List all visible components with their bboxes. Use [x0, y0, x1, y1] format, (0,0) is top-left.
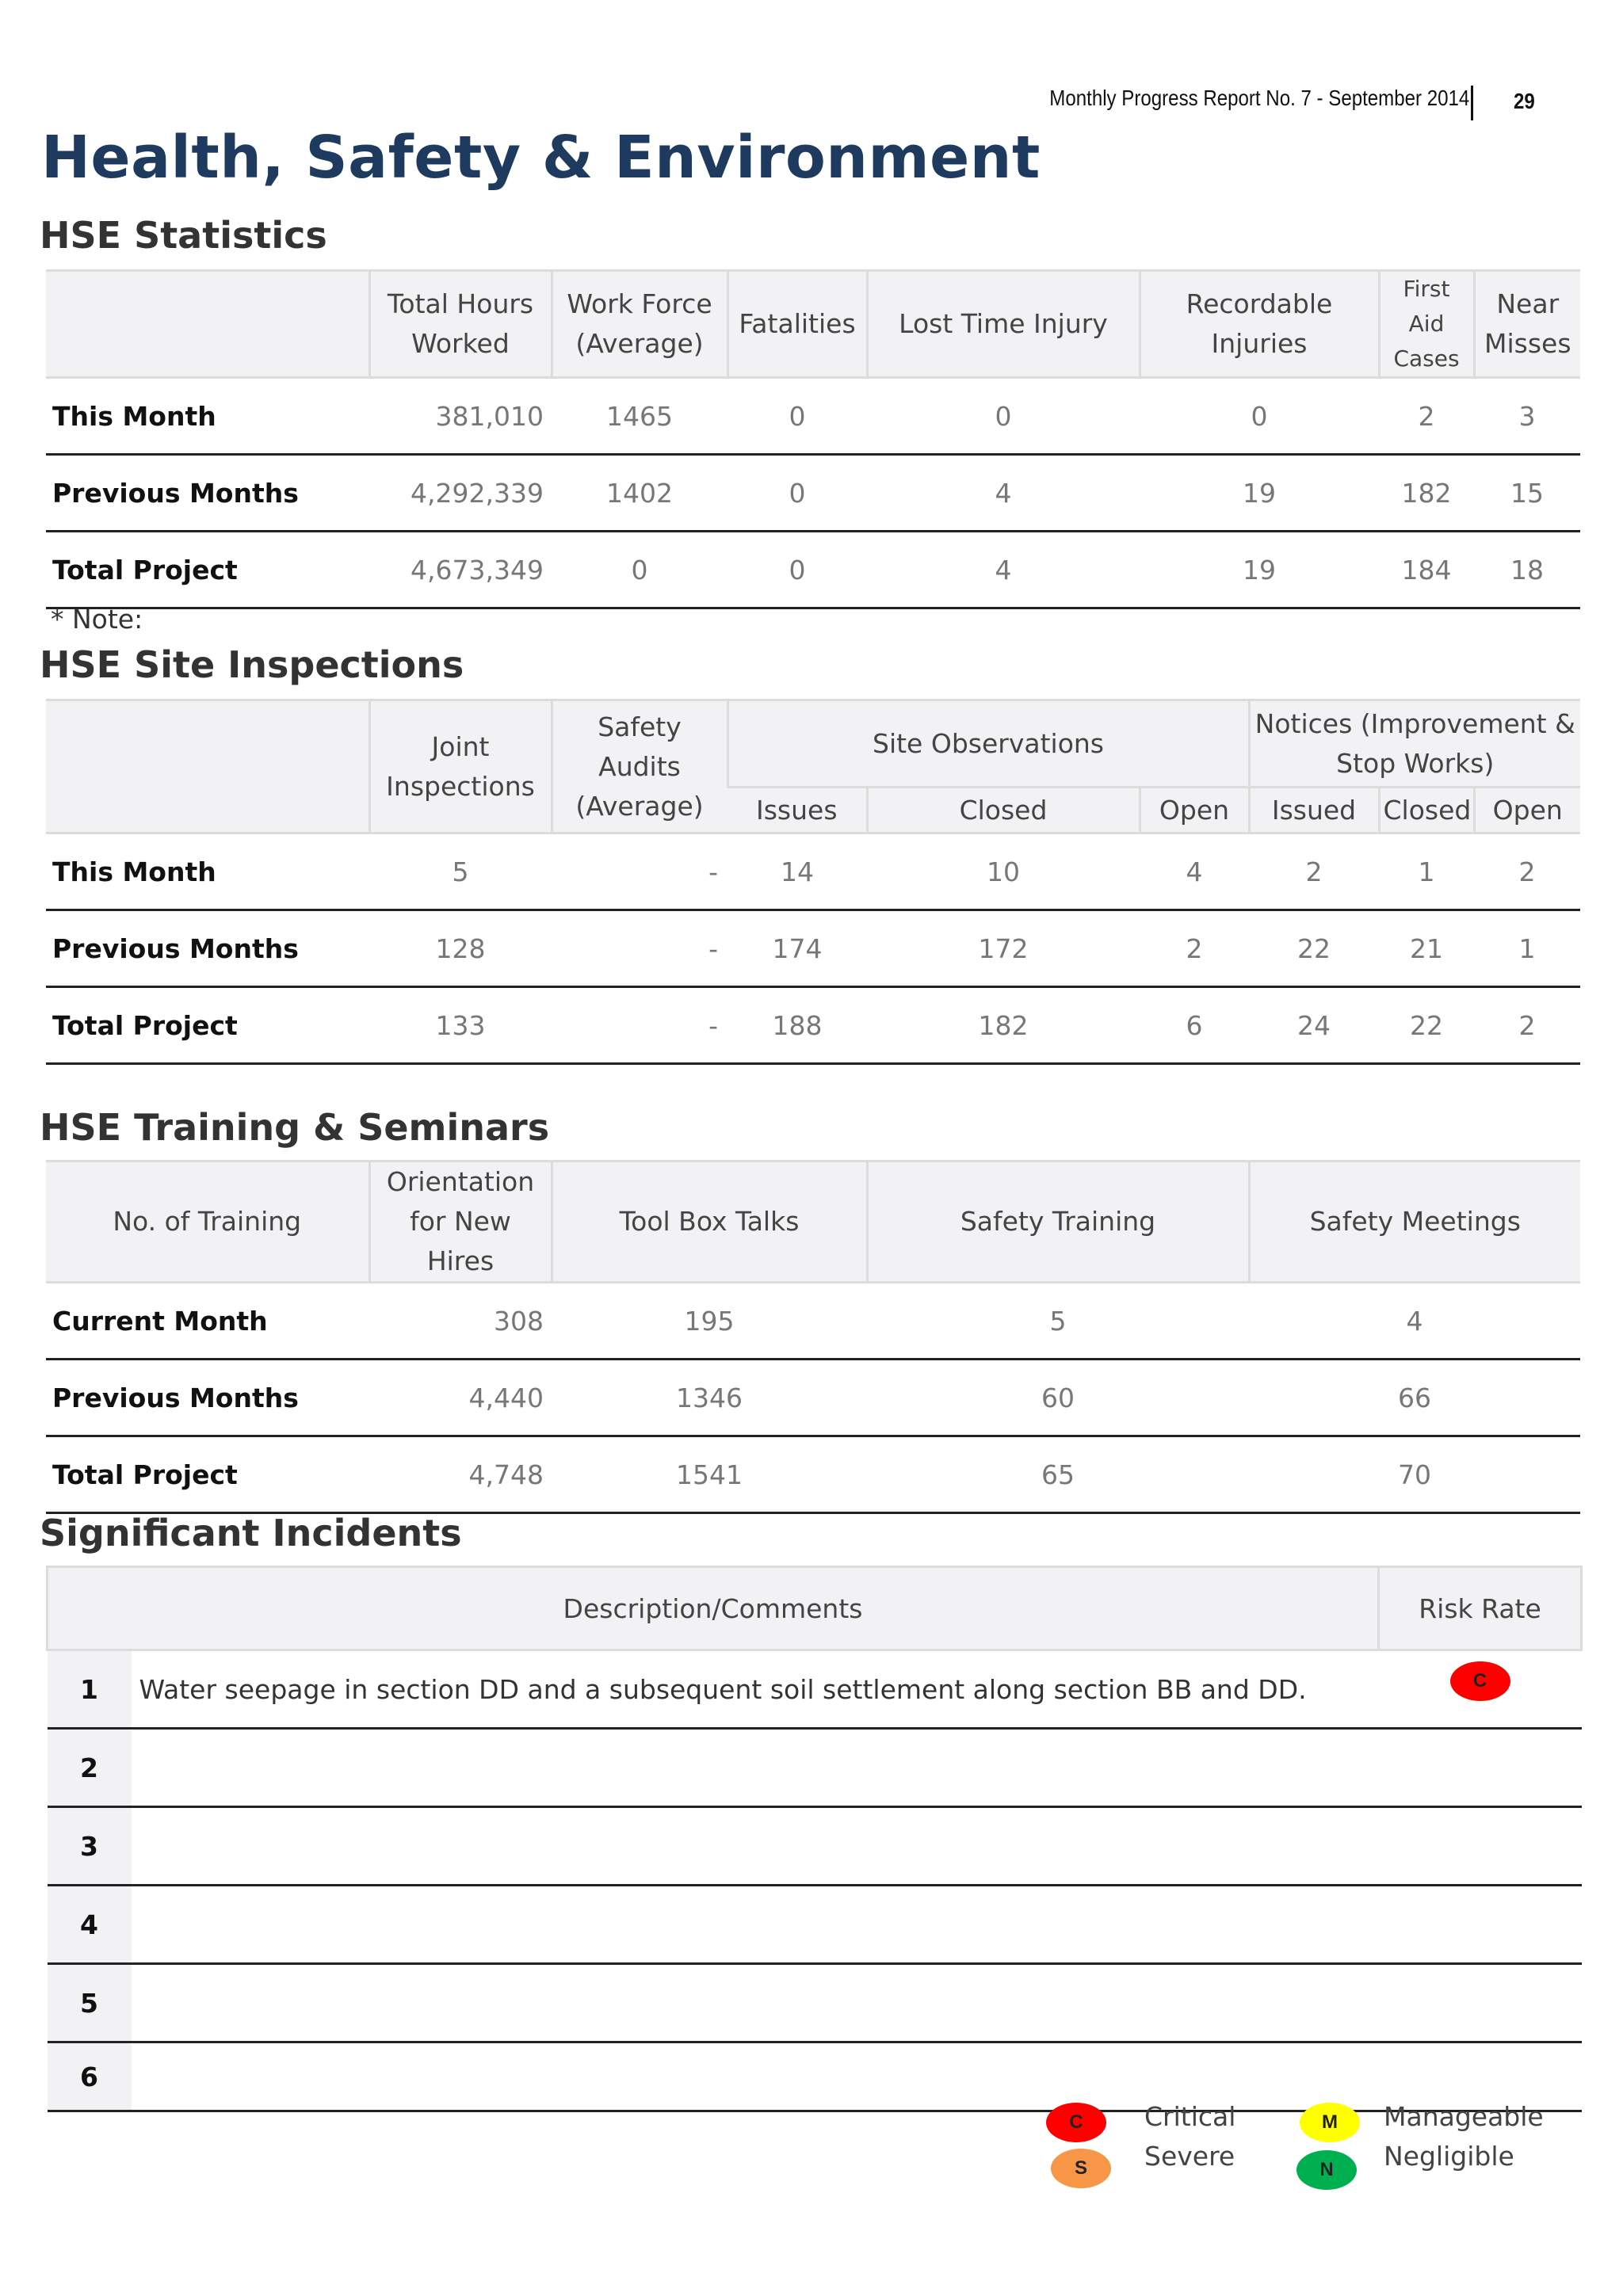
cell: 195 [552, 1283, 867, 1360]
cell: 308 [369, 1283, 552, 1360]
cell: 188 [727, 987, 867, 1064]
incident-risk [1379, 1650, 1582, 1729]
hse-site-inspections-table [46, 699, 1580, 1065]
hse-statistics-table [46, 269, 1580, 609]
incident-number: 3 [48, 1807, 132, 1886]
hse-training-table [46, 1160, 1580, 1514]
table-row [46, 1436, 1580, 1513]
cell: 22 [1379, 987, 1474, 1064]
row-label: Total Project [46, 532, 369, 608]
incident-description [132, 1807, 1379, 1886]
row-label: Previous Months [46, 455, 369, 532]
row-label: This Month [46, 378, 369, 455]
header-risk-rate: Risk Rate [1379, 1567, 1582, 1650]
cell: 1465 [552, 378, 727, 455]
incident-number: 4 [48, 1886, 132, 1964]
manageable-dot: M [1300, 2103, 1360, 2142]
header-description: Description/Comments [48, 1567, 1379, 1650]
incident-row [48, 1886, 1582, 1964]
header-lost-time-injury: Lost Time Injury [867, 271, 1140, 378]
cell: - [552, 987, 727, 1064]
cell: 1346 [552, 1360, 867, 1436]
subheader-issued: Issued [1249, 788, 1379, 833]
header-first-aid: First Aid Cases [1379, 271, 1474, 378]
cell: 2 [1474, 833, 1580, 910]
cell: 182 [867, 987, 1140, 1064]
cell: 14 [727, 833, 867, 910]
significant-incidents-table [46, 1566, 1583, 2112]
incident-row [48, 1729, 1582, 1807]
table-row [46, 532, 1580, 608]
header-site-observations: Site Observations [727, 700, 1249, 788]
cell: 4 [867, 532, 1140, 608]
cell: 1402 [552, 455, 727, 532]
cell: 4,673,349 [369, 532, 552, 608]
statistics-note: * Note: [51, 604, 143, 635]
incident-risk [1379, 1807, 1582, 1886]
incident-row [48, 1964, 1582, 2042]
subheader-open: Open [1140, 788, 1249, 833]
incident-number: 2 [48, 1729, 132, 1807]
row-label: Previous Months [46, 910, 369, 987]
incident-description: Water seepage in section DD and a subsequent soil settlement along section BB and DD. [132, 1650, 1379, 1729]
cell: 22 [1249, 910, 1379, 987]
header-recordable-injuries: Recordable Injuries [1140, 271, 1379, 378]
incident-description [132, 1886, 1379, 1964]
cell: 128 [369, 910, 552, 987]
cell: 19 [1140, 455, 1379, 532]
cell: 19 [1140, 532, 1379, 608]
subheader-issues: Issues [727, 788, 867, 833]
cell: 1541 [552, 1436, 867, 1513]
cell: 70 [1249, 1436, 1580, 1513]
table-header-row [46, 1161, 1580, 1283]
cell: 2 [1140, 910, 1249, 987]
header-work-force: Work Force (Average) [552, 271, 727, 378]
risk-critical-badge: C [1450, 1661, 1510, 1701]
hse-site-inspections-title: HSE Site Inspections [40, 643, 464, 686]
cell: 65 [867, 1436, 1249, 1513]
hse-statistics-title: HSE Statistics [40, 214, 327, 257]
cell: 2 [1474, 987, 1580, 1064]
cell: 1 [1379, 833, 1474, 910]
legend-manageable-label: Manageable [1384, 2101, 1544, 2132]
cell: 0 [867, 378, 1140, 455]
cell: 0 [552, 532, 727, 608]
table-row [46, 987, 1580, 1064]
incident-number: 6 [48, 2042, 132, 2111]
header-safety-audits: Safety Audits (Average) [552, 700, 727, 833]
cell: 60 [867, 1360, 1249, 1436]
cell: 0 [727, 532, 867, 608]
header-cell-empty [46, 700, 369, 833]
cell: 24 [1249, 987, 1379, 1064]
row-label: Previous Months [46, 1360, 369, 1436]
incident-number: 5 [48, 1964, 132, 2042]
table-header-row [46, 271, 1580, 378]
table-row [46, 833, 1580, 910]
legend-severe [1051, 2149, 1111, 2188]
report-header-title: Monthly Progress Report No. 7 - September 2014 [1048, 86, 1469, 110]
cell: 21 [1379, 910, 1474, 987]
cell: 381,010 [369, 378, 552, 455]
subheader-closed: Closed [1379, 788, 1474, 833]
incident-row [48, 2042, 1582, 2111]
incident-risk [1379, 1729, 1582, 1807]
significant-incidents-title: Significant Incidents [40, 1512, 462, 1554]
cell: 133 [369, 987, 552, 1064]
page-title: Health, Safety & Environment [41, 124, 1041, 192]
hse-training-title: HSE Training & Seminars [40, 1106, 550, 1149]
legend-critical [1046, 2103, 1106, 2142]
cell: 1 [1474, 910, 1580, 987]
incident-row [48, 1807, 1582, 1886]
cell: 2 [1379, 378, 1474, 455]
cell: 0 [727, 378, 867, 455]
header-divider [1471, 86, 1473, 120]
cell: 18 [1474, 532, 1580, 608]
cell: 4,440 [369, 1360, 552, 1436]
cell: 0 [727, 455, 867, 532]
header-tool-box-talks: Tool Box Talks [552, 1161, 867, 1283]
cell: 4,748 [369, 1436, 552, 1513]
table-row [46, 1283, 1580, 1360]
incident-row [48, 1650, 1582, 1729]
subheader-closed: Closed [867, 788, 1140, 833]
header-cell-empty [46, 271, 369, 378]
legend-negligible [1296, 2150, 1357, 2190]
cell: 10 [867, 833, 1140, 910]
cell: 0 [1140, 378, 1379, 455]
cell: 172 [867, 910, 1140, 987]
cell: 174 [727, 910, 867, 987]
table-header-row [46, 700, 1580, 788]
cell: 15 [1474, 455, 1580, 532]
incident-description [132, 1729, 1379, 1807]
table-row [46, 455, 1580, 532]
cell: 4 [1249, 1283, 1580, 1360]
cell: 3 [1474, 378, 1580, 455]
row-label: Total Project [46, 987, 369, 1064]
table-row [46, 378, 1580, 455]
legend-severe-label: Severe [1144, 2141, 1235, 2172]
header-orientation: Orientation for New Hires [369, 1161, 552, 1283]
cell: 2 [1249, 833, 1379, 910]
table-row [46, 1360, 1580, 1436]
legend-critical-label: Critical [1144, 2101, 1236, 2132]
cell: 5 [867, 1283, 1249, 1360]
cell: 66 [1249, 1360, 1580, 1436]
incident-description [132, 1964, 1379, 2042]
legend-manageable [1300, 2103, 1360, 2142]
cell: 4 [867, 455, 1140, 532]
header-no-of-training: No. of Training [46, 1161, 369, 1283]
cell: - [552, 833, 727, 910]
cell: 4,292,339 [369, 455, 552, 532]
header-total-hours: Total Hours Worked [369, 271, 552, 378]
incident-risk [1379, 1964, 1582, 2042]
header-safety-training: Safety Training [867, 1161, 1249, 1283]
row-label: Current Month [46, 1283, 369, 1360]
header-fatalities: Fatalities [727, 271, 867, 378]
incident-number: 1 [48, 1650, 132, 1729]
header-safety-meetings: Safety Meetings [1249, 1161, 1580, 1283]
cell: 5 [369, 833, 552, 910]
header-joint-inspections: Joint Inspections [369, 700, 552, 833]
table-header-row [48, 1567, 1582, 1650]
row-label: Total Project [46, 1436, 369, 1513]
page-number: 29 [1514, 89, 1535, 113]
cell: 184 [1379, 532, 1474, 608]
subheader-open: Open [1474, 788, 1580, 833]
cell: 6 [1140, 987, 1249, 1064]
header-notices: Notices (Improvement & Stop Works) [1249, 700, 1580, 788]
header-near-misses: Near Misses [1474, 271, 1580, 378]
cell: 182 [1379, 455, 1474, 532]
cell: 4 [1140, 833, 1249, 910]
severe-dot: S [1051, 2149, 1111, 2188]
incident-risk [1379, 1886, 1582, 1964]
cell: - [552, 910, 727, 987]
row-label: This Month [46, 833, 369, 910]
critical-dot: C [1046, 2103, 1106, 2142]
table-row [46, 910, 1580, 987]
negligible-dot: N [1296, 2150, 1357, 2190]
legend-negligible-label: Negligible [1384, 2141, 1514, 2172]
